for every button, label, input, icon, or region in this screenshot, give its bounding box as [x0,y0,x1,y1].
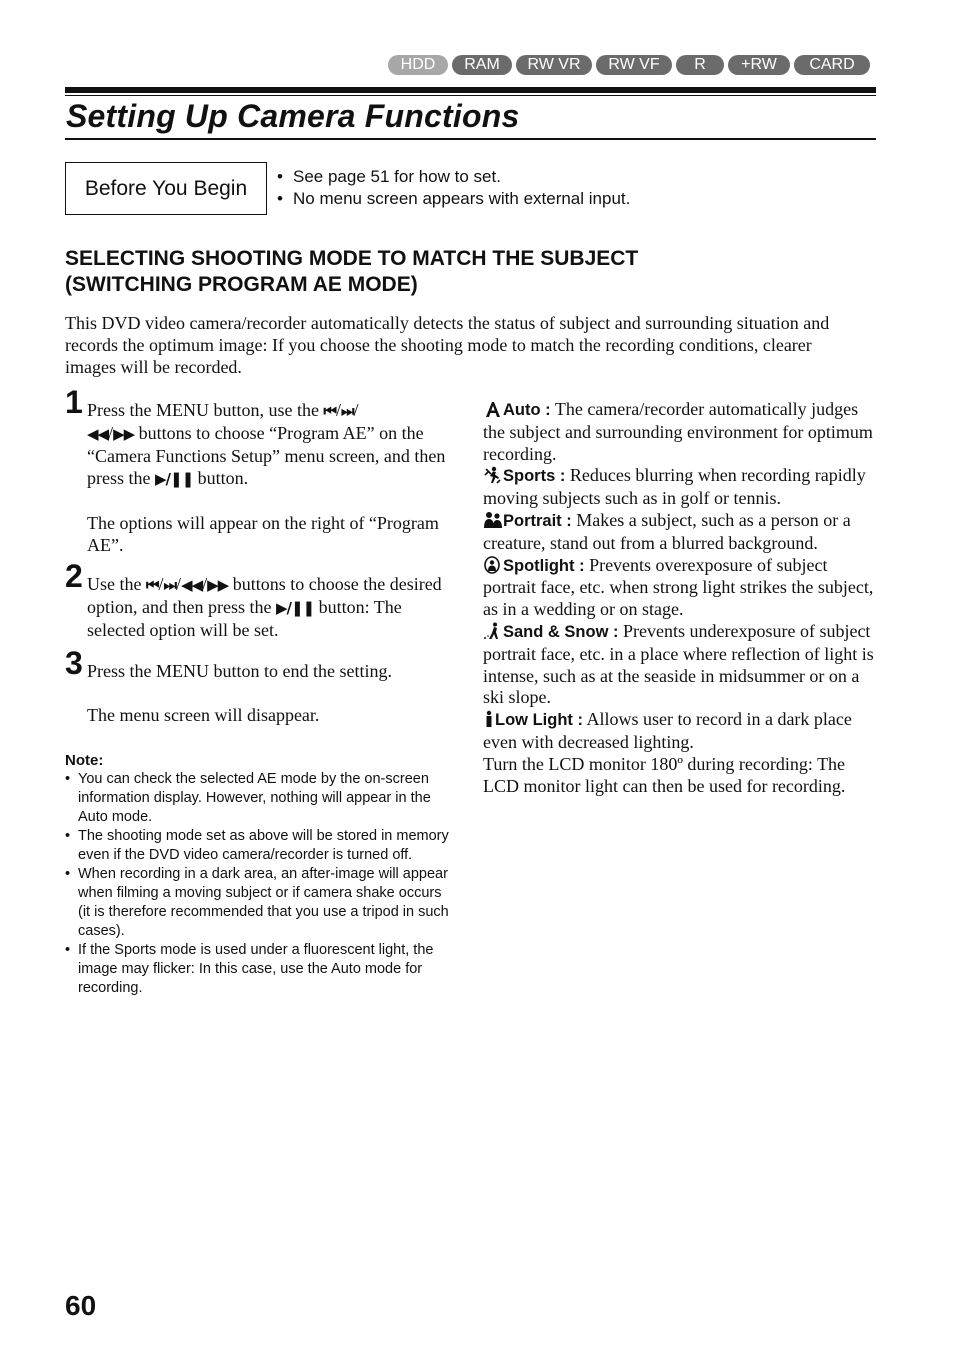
play-pause-icon: ▶/❚❚ [154,470,194,488]
step-number: 2 [65,558,83,594]
note-list [65,770,457,998]
skip-back-icon: ⏮ [145,576,159,594]
media-tabs [388,55,870,75]
step-instruction: Press the MENU button, use the ⏮/⏭/ ◀◀/▶▶ buttons to choose “Program AE” on the “Camera Functions Setup” menu screen, and then press the ▶/❚❚ button. [87,400,446,488]
mode-portrait: Portrait : Makes a subject, such as a person or a creature, stand out from a blurred background. [483,509,851,553]
mode-low-light: Low Light : Allows user to record in a dark place even with decreased lighting. [483,709,852,752]
before-you-begin-item: • See page 51 for how to set. [277,166,630,188]
step-body [87,399,450,556]
note-title: Note: [65,752,104,769]
note-item: • If the Sports mode is used under a fluorescent light, the image may flicker: In this case, use the Auto mode for recording. [65,941,457,998]
lcd-note: Turn the LCD monitor 180º during recording: The LCD monitor light can then be used for recording. [483,753,846,796]
title-rule-bottom [65,138,876,140]
section-heading-line2: (SWITCHING PROGRAM AE MODE) [65,273,418,296]
step-result: The options will appear on the right of “Program AE”. [87,513,439,555]
step-1 [65,384,450,556]
sand-snow-mode-icon [483,622,503,640]
note-item: • You can check the selected AE mode by the on-screen information display. However, nothing will appear in the Auto mode. [65,770,457,827]
step-instruction: Press the MENU button to end the setting. [87,661,392,681]
portrait-mode-icon [483,511,503,529]
skip-forward-icon: ⏭ [163,576,177,594]
step-2 [65,558,450,641]
mode-sand-snow: Sand & Snow : Prevents underexposure of subject portrait face, etc. in a place where reflection of light is intense, such as at the seaside in midsummer or on a ski slope. [483,620,874,708]
media-tab-rw-vr: RW VR [516,55,592,75]
media-tab-rw-vf: RW VF [596,55,672,75]
sports-mode-icon [483,466,503,484]
section-heading-line1: SELECTING SHOOTING MODE TO MATCH THE SUBJECT [65,247,639,270]
step-number: 1 [65,384,83,420]
before-you-begin-box: Before You Begin [65,162,267,215]
mode-spotlight: Spotlight : Prevents overexposure of subject portrait face, etc. when strong light strikes the subject, as in a wedding or on stage. [483,554,874,620]
shooting-modes [483,399,878,797]
step-body [87,660,450,726]
before-you-begin-list [277,166,630,210]
page-number: 60 [65,1290,97,1321]
step-result: The menu screen will disappear. [87,705,320,725]
intro-paragraph: This DVD video camera/recorder automatically detects the status of subject and surrounding situation and records the optimum image: If you choose the shooting mode to match the recording conditions, clearer images will be recorded. [65,313,830,377]
media-tab-plus-rw: +RW [728,55,790,75]
skip-back-icon: ⏮ [323,402,336,420]
media-tab-ram: RAM [452,55,512,75]
rewind-icon: ◀◀ [87,425,109,443]
low-light-mode-icon [483,710,495,728]
title-rule-top [65,87,876,93]
note-item: • The shooting mode set as above will be stored in memory even if the DVD video camera/recorder is turned off. [65,827,457,865]
media-tab-card: CARD [794,55,870,75]
fast-forward-icon: ▶▶ [113,425,135,443]
play-pause-icon: ▶/❚❚ [275,599,315,617]
spotlight-mode-icon [483,556,503,574]
note-item: • When recording in a dark area, an after-image will appear when filming a moving subject or if camera shake occurs (it is therefore recommended that you use a tripod in such cases). [65,865,457,941]
skip-forward-icon: ⏭ [341,402,354,420]
step-3 [65,645,450,726]
media-tab-r: R [676,55,724,75]
step-body [87,573,450,641]
mode-sports: Sports : Reduces blurring when recording rapidly moving subjects such as in golf or tennis. [483,465,866,509]
step-number: 3 [65,645,83,681]
step-instruction: Use the ⏮/⏭/◀◀/▶▶ buttons to choose the desired option, and then press the ▶/❚❚ button: The selected option will be set. [87,574,442,640]
section-heading [65,246,865,298]
auto-mode-icon [483,400,503,418]
fast-forward-icon: ▶▶ [207,576,229,594]
media-tab-hdd: HDD [388,55,448,75]
before-you-begin-item: • No menu screen appears with external input. [277,188,630,210]
page-title: Setting Up Camera Functions [66,98,520,134]
mode-auto: Auto : The camera/recorder automatically judges the subject and surrounding environment for optimum recording. [483,399,873,464]
rewind-icon: ◀◀ [181,576,203,594]
